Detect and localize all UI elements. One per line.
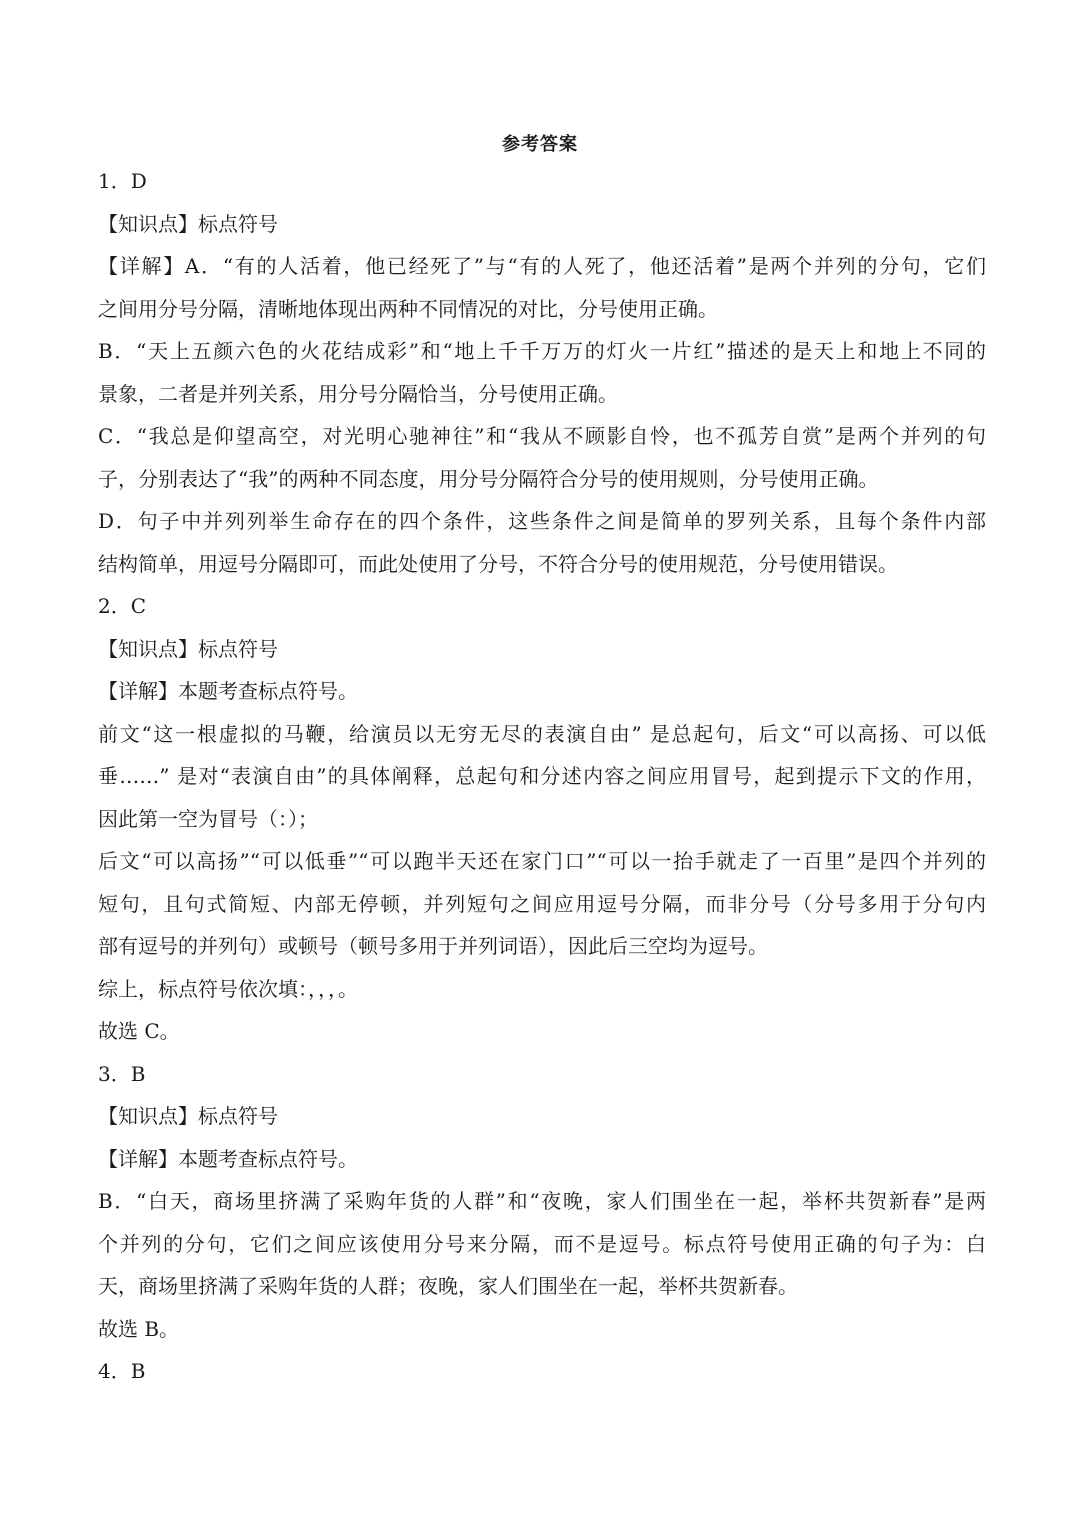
text-line: 综上，标点符号依次填：，，，。 <box>98 976 358 1001</box>
text-line: 【详解】A．“有的人活着，他已经死了”与“有的人死了，他还活着”是两个并列的分句，它们 <box>98 254 986 278</box>
text-line: 景象，二者是并列关系，用分号分隔恰当，分号使用正确。 <box>98 381 618 406</box>
text-line: 【详解】本题考查标点符号。 <box>98 679 358 703</box>
text-line: 天，商场里挤满了采购年货的人群；夜晚，家人们围坐在一起，举杯共贺新春。 <box>98 1274 798 1298</box>
page-title: 参考答案 <box>502 134 578 155</box>
answer-content <box>98 160 986 1393</box>
text-line: 2．C <box>98 594 147 618</box>
text-line: 故选 C。 <box>98 1019 180 1043</box>
text-line: 前文“这一根虚拟的马鞭，给演员以无穷无尽的表演自由” 是总起句，后文“可以高扬、可以低 <box>98 721 986 746</box>
text-line: 个并列的分句，它们之间应该使用分号来分隔，而不是逗号。标点符号使用正确的句子为：白 <box>98 1231 986 1256</box>
text-line: B．“白天，商场里挤满了采购年货的人群”和“夜晚，家人们围坐在一起，举杯共贺新春”是两 <box>98 1189 986 1213</box>
text-line: 【知识点】标点符号 <box>98 1104 278 1128</box>
text-line: 4．B <box>98 1359 146 1383</box>
text-line: 子，分别表达了“我”的两种不同态度，用分号分隔符合分号的使用规则，分号使用正确。 <box>98 466 879 491</box>
text-line: 故选 B。 <box>98 1316 180 1341</box>
text-line: B．“天上五颜六色的火花结成彩”和“地上千千万万的灯火一片红”描述的是天上和地上不同的 <box>98 339 986 363</box>
text-line: 垂……” 是对“表演自由”的具体阐释，总起句和分述内容之间应用冒号，起到提示下文的作用， <box>98 764 986 788</box>
text-line: 部有逗号的并列句）或顿号（顿号多用于并列词语），因此后三空均为逗号。 <box>98 934 768 958</box>
text-line: 后文“可以高扬”“可以低垂”“可以跑半天还在家门口”“可以一抬手就走了一百里”是四个并列的 <box>98 849 986 873</box>
text-line: 短句，且句式简短、内部无停顿，并列短句之间应用逗号分隔，而非分号（分号多用于分句内 <box>98 891 986 916</box>
text-line: 【知识点】标点符号 <box>98 211 278 236</box>
text-line: 因此第一空为冒号（：）； <box>98 806 318 831</box>
text-line: 【详解】本题考查标点符号。 <box>98 1146 358 1171</box>
text-line: 【知识点】标点符号 <box>98 636 278 661</box>
text-line: D．句子中并列列举生命存在的四个条件，这些条件之间是简单的罗列关系，且每个条件内部 <box>98 509 986 533</box>
text-line: 之间用分号分隔，清晰地体现出两种不同情况的对比，分号使用正确。 <box>98 296 718 321</box>
text-line: 结构简单，用逗号分隔即可，而此处使用了分号，不符合分号的使用规范，分号使用错误。 <box>98 551 898 576</box>
text-line: 1．D <box>98 169 147 193</box>
text-line: 3．B <box>98 1061 146 1086</box>
text-line: C．“我总是仰望高空，对光明心驰神往”和“我从不顾影自怜，也不孤芳自赏”是两个并列的句 <box>98 424 986 448</box>
